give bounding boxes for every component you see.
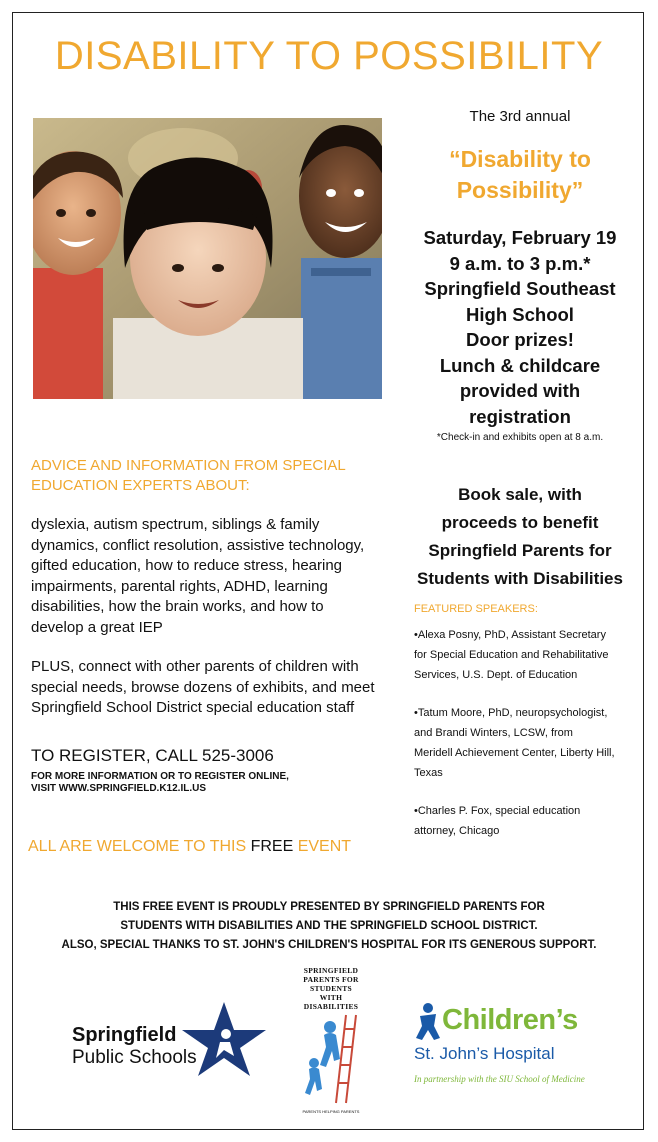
- topics-line: impairments, parental rights, ADHD, learning: [31, 577, 328, 595]
- topics-line: dyslexia, autism spectrum, siblings & family: [31, 516, 320, 533]
- event-location: Springfield Southeast: [424, 278, 616, 299]
- sponsor-line: ALSO, SPECIAL THANKS TO ST. JOHN'S CHILDREN'S HOSPITAL FOR ITS GENEROUS SUPPORT.: [61, 939, 597, 951]
- plus-line: Springfield School District special education staff: [31, 699, 355, 716]
- star-icon: [180, 1000, 268, 1078]
- speaker-item: [414, 801, 639, 841]
- event-name: [400, 144, 640, 206]
- springfield-public-schools-logo: [72, 1000, 272, 1078]
- sjch-name: Children’s: [442, 1004, 578, 1036]
- welcome-text: EVENT: [293, 838, 352, 855]
- book-sale-line: Students with Disabilities: [417, 569, 623, 588]
- book-sale-line: Book sale, with: [458, 485, 582, 504]
- speaker-line: •Alexa Posny, PhD, Assistant Secretary: [414, 629, 606, 641]
- checkin-footnote: *Check-in and exhibits open at 8 a.m.: [436, 432, 604, 443]
- speaker-line: attorney, Chicago: [414, 825, 500, 837]
- speaker-line: for Special Education and Rehabilitative: [414, 649, 609, 661]
- plus-line: special needs, browse dozens of exhibits, and meet: [31, 678, 375, 696]
- advice-heading-line: ADVICE AND INFORMATION FROM SPECIAL: [31, 457, 346, 474]
- event-detail: Lunch & childcare: [439, 354, 601, 376]
- event-detail: Door prizes!: [466, 329, 574, 350]
- topics-line: gifted education, how to reduce stress, hearing: [31, 557, 343, 574]
- advice-heading: [31, 456, 391, 496]
- event-detail: registration: [469, 405, 571, 427]
- event-date: Saturday, February 19: [423, 227, 617, 248]
- sjch-hospital: St. John’s Hospital: [414, 1044, 555, 1063]
- st-johns-childrens-hospital-logo: [414, 1000, 614, 1090]
- spsd-logo-line: STUDENTS: [310, 984, 352, 993]
- website-link[interactable]: VISIT WWW.SPRINGFIELD.K12.IL.US: [31, 783, 207, 794]
- plus-paragraph: [31, 657, 406, 719]
- book-sale-line: Springfield Parents for: [428, 541, 612, 560]
- event-name-line: “Disability to: [449, 146, 591, 172]
- sjch-partnership: In partnership with the SIU School of Medicine: [414, 1074, 585, 1084]
- more-info: [31, 771, 289, 795]
- spsd-logo-line: PARENTS FOR: [303, 975, 359, 984]
- sps-logo-text: Springfield: [72, 1024, 177, 1046]
- speaker-item: [414, 625, 639, 685]
- spsd-logo-line: WITH: [319, 993, 343, 1002]
- spsd-logo-line: SPRINGFIELD: [303, 966, 359, 975]
- springfield-parents-logo: [300, 966, 362, 1116]
- more-info-line: FOR MORE INFORMATION OR TO REGISTER ONLINE,: [31, 771, 289, 782]
- sps-logo-text: Public Schools: [72, 1047, 197, 1068]
- helping-figures-icon: [300, 1011, 362, 1107]
- topics-line: disabilities, how the brain works, and how to: [31, 598, 324, 615]
- speaker-line: and Brandi Winters, LCSW, from: [414, 727, 573, 739]
- speaker-line: •Charles P. Fox, special education: [414, 805, 581, 817]
- welcome-text: ALL ARE WELCOME TO THIS: [28, 838, 251, 855]
- book-sale: [400, 481, 640, 593]
- event-intro: The 3rd annual: [469, 108, 571, 125]
- register-phone: TO REGISTER, CALL 525-3006: [31, 746, 274, 765]
- spsd-tagline: PARENTS HELPING PARENTS: [302, 1109, 360, 1114]
- sponsor-acknowledgement: [0, 898, 658, 955]
- sponsor-line: STUDENTS WITH DISABILITIES AND THE SPRINGFIELD SCHOOL DISTRICT.: [120, 920, 538, 932]
- welcome-line: [28, 838, 351, 856]
- topics-list: [31, 515, 401, 638]
- book-sale-line: proceeds to benefit: [441, 513, 599, 532]
- children-photo: [33, 118, 382, 399]
- spsd-logo-text: [300, 966, 362, 1011]
- advice-heading-line: EDUCATION EXPERTS ABOUT:: [31, 477, 250, 494]
- speaker-line: Texas: [414, 767, 443, 779]
- speakers-list: [414, 625, 639, 859]
- event-location: High School: [466, 303, 574, 325]
- speaker-item: [414, 703, 639, 783]
- featured-speakers-label: FEATURED SPEAKERS:: [414, 603, 538, 615]
- event-time: 9 a.m. to 3 p.m.*: [449, 252, 591, 274]
- speaker-line: Services, U.S. Dept. of Education: [414, 669, 578, 681]
- topics-line: develop a great IEP: [31, 618, 163, 636]
- sponsor-line: THIS FREE EVENT IS PROUDLY PRESENTED BY SPRINGFIELD PARENTS FOR: [113, 901, 545, 913]
- plus-line: PLUS, connect with other parents of children with: [31, 658, 359, 675]
- event-details: [400, 225, 640, 429]
- child-figure-icon: [414, 1002, 442, 1042]
- topics-line: dynamics, conflict resolution, assistive technology,: [31, 536, 365, 554]
- event-name-line: Possibility”: [456, 177, 584, 203]
- welcome-free: FREE: [250, 838, 294, 855]
- spsd-logo-line: DISABILITIES: [303, 1002, 359, 1011]
- headline: DISABILITY TO POSSIBILITY: [54, 34, 604, 78]
- speaker-line: Meridell Achievement Center, Liberty Hill,: [414, 747, 615, 759]
- event-detail: provided with: [459, 380, 581, 401]
- speaker-line: •Tatum Moore, PhD, neuropsychologist,: [414, 707, 608, 719]
